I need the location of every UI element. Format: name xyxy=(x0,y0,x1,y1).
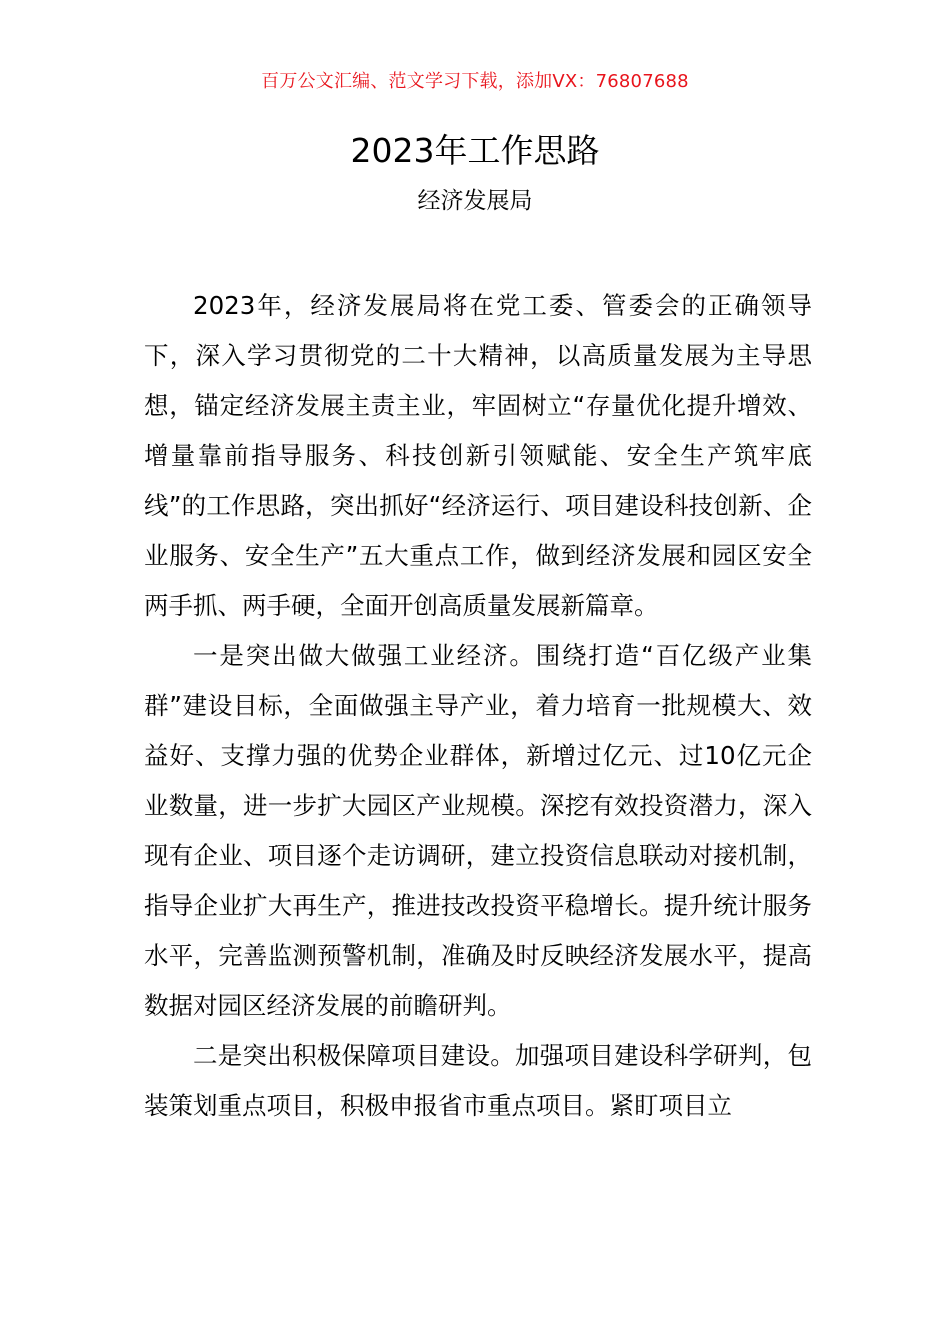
paragraph-project-construction: 二是突出积极保障项目建设。加强项目建设科学研判，包装策划重点项目，积极申报省市重点项目。紧盯项目立 xyxy=(144,1041,812,1120)
paragraph-intro: 2023年，经济发展局将在党工委、管委会的正确领导下，深入学习贯彻党的二十大精神，以高质量发展为主导思想，锚定经济发展主责主业，牢固树立“存量优化提升增效、增量靠前指导服务、科技创新引领赋能、安全生产筑牢底线”的工作思路，突出抓好“经济运行、项目建设科技创新、企业服务、安全生产”五大重点工作，做到经济发展和园区安全两手抓、两手硬，全面开创高质量发展新篇章。 xyxy=(144,291,812,620)
document-body xyxy=(144,281,812,1131)
page-subtitle: 经济发展局 xyxy=(417,188,533,214)
header-note: 百万公文汇编、范文学习下载，添加VX：76807688 xyxy=(261,71,689,92)
page-title: 2023年工作思路 xyxy=(350,131,600,170)
paragraph-industrial-economy: 一是突出做大做强工业经济。围绕打造“百亿级产业集群”建设目标，全面做强主导产业，着力培育一批规模大、效益好、支撑力强的优势企业群体，新增过亿元、过10亿元企业数量，进一步扩大园区产业规模。深挖有效投资潜力，深入现有企业、项目逐个走访调研，建立投资信息联动对接机制，指导企业扩大再生产，推进技改投资平稳增长。提升统计服务水平，完善监测预警机制，准确及时反映经济发展水平，提高数据对园区经济发展的前瞻研判。 xyxy=(144,641,812,1020)
